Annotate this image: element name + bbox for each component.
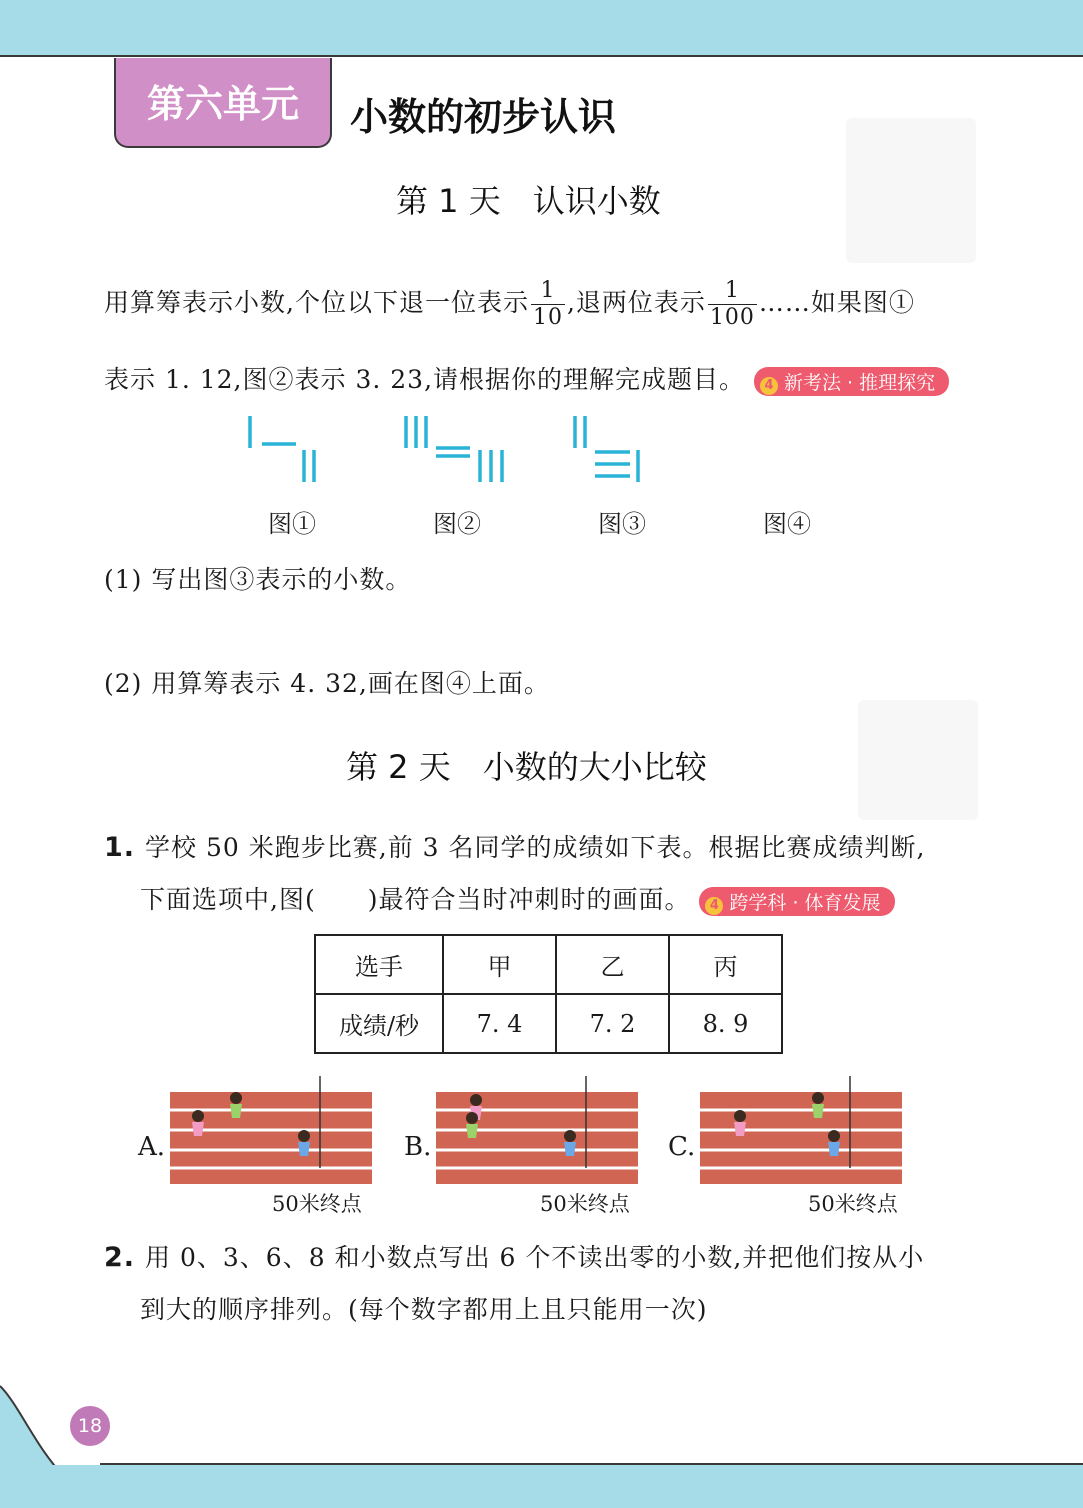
figure-label-3: 图③ [598,510,646,538]
problem-number: 2. [104,1242,136,1273]
top-border-line [0,55,1083,57]
table-cell: 7. 2 [556,994,669,1053]
intro-text-b: ,退两位表示 [566,288,706,317]
problem-1-line2 [140,880,895,916]
runner-icon [230,1092,242,1118]
table-cell: 7. 4 [443,994,556,1053]
intro-text-c: ……如果图① [758,288,915,317]
tag-text: 跨学科 · 体育发展 [729,892,881,914]
table-row [315,935,782,994]
problem-2-line2: 到大的顺序排列。(每个数字都用上且只能用一次) [140,1295,708,1324]
option-b-label: B. [404,1132,432,1162]
page-number: 18 [68,1404,112,1448]
unit-title: 小数的初步认识 [350,95,617,139]
finish-line-label-b: 50米终点 [540,1192,630,1216]
problem-2-line1 [104,1238,924,1274]
faint-watermark-block [846,118,976,263]
badge-icon: 4 [760,377,778,395]
day1-title: 第 1 天 认识小数 [396,182,661,220]
counting-rod-figures [240,412,660,492]
fraction-numerator: 1 [531,278,565,305]
option-c-label: C. [668,1132,696,1162]
problem-1-text-2: 下面选项中,图( )最符合当时冲刺时的画面。 [140,885,691,914]
runner-icon [298,1130,310,1156]
fraction-denominator: 100 [709,305,755,330]
new-method-tag [754,367,949,396]
day1-question-2: (2) 用算筹表示 4. 32,画在图④上面。 [104,669,550,698]
finish-line-label-c: 50米终点 [808,1192,898,1216]
table-header-cell: 丙 [669,935,782,994]
tag-text: 新考法 · 推理探究 [783,372,936,394]
score-table [314,934,783,1054]
fraction-denominator: 10 [532,305,563,330]
fraction-one-hundredth [708,278,757,331]
problem-1-text: 学校 50 米跑步比赛,前 3 名同学的成绩如下表。根据比赛成绩判断, [145,833,926,862]
figure-label-2: 图② [433,510,481,538]
corner-wave-decoration [0,1356,1083,1465]
bottom-border-line [100,1463,1083,1465]
track-option-c [700,1076,902,1186]
table-header-cell: 乙 [556,935,669,994]
finish-line-label-a: 50米终点 [272,1192,362,1216]
badge-icon: 4 [705,897,723,915]
intro-line2-text: 表示 1. 12,图②表示 3. 23,请根据你的理解完成题目。 [104,365,746,394]
day1-intro-line2 [104,360,949,396]
runner-icon [734,1110,746,1136]
problem-number: 1. [104,832,136,863]
table-header-cell: 选手 [315,935,443,994]
runner-icon [466,1112,478,1138]
runner-icon [192,1110,204,1136]
track-option-a [170,1076,372,1186]
runner-icon [564,1130,576,1156]
table-cell: 8. 9 [669,994,782,1053]
table-header-cell: 甲 [443,935,556,994]
figure-label-4: 图④ [763,510,811,538]
day1-question-1: (1) 写出图③表示的小数。 [104,565,412,594]
day2-title: 第 2 天 小数的大小比较 [346,748,707,786]
problem-1-line1 [104,828,925,864]
fraction-one-tenth [531,278,565,331]
table-cell: 成绩/秒 [315,994,443,1053]
cross-subject-tag [699,887,894,916]
day1-intro-line1 [104,268,915,338]
figure-label-1: 图① [268,510,316,538]
track-option-b [436,1076,638,1186]
intro-text-a: 用算筹表示小数,个位以下退一位表示 [104,288,529,317]
option-a-label: A. [138,1132,166,1162]
table-row [315,994,782,1053]
runner-icon [828,1130,840,1156]
unit-tab: 第六单元 [114,58,332,148]
fraction-numerator: 1 [708,278,757,305]
runner-icon [812,1092,824,1118]
problem-2-text: 用 0、3、6、8 和小数点写出 6 个不读出零的小数,并把他们按从小 [145,1243,925,1272]
faint-watermark-block [858,700,978,820]
